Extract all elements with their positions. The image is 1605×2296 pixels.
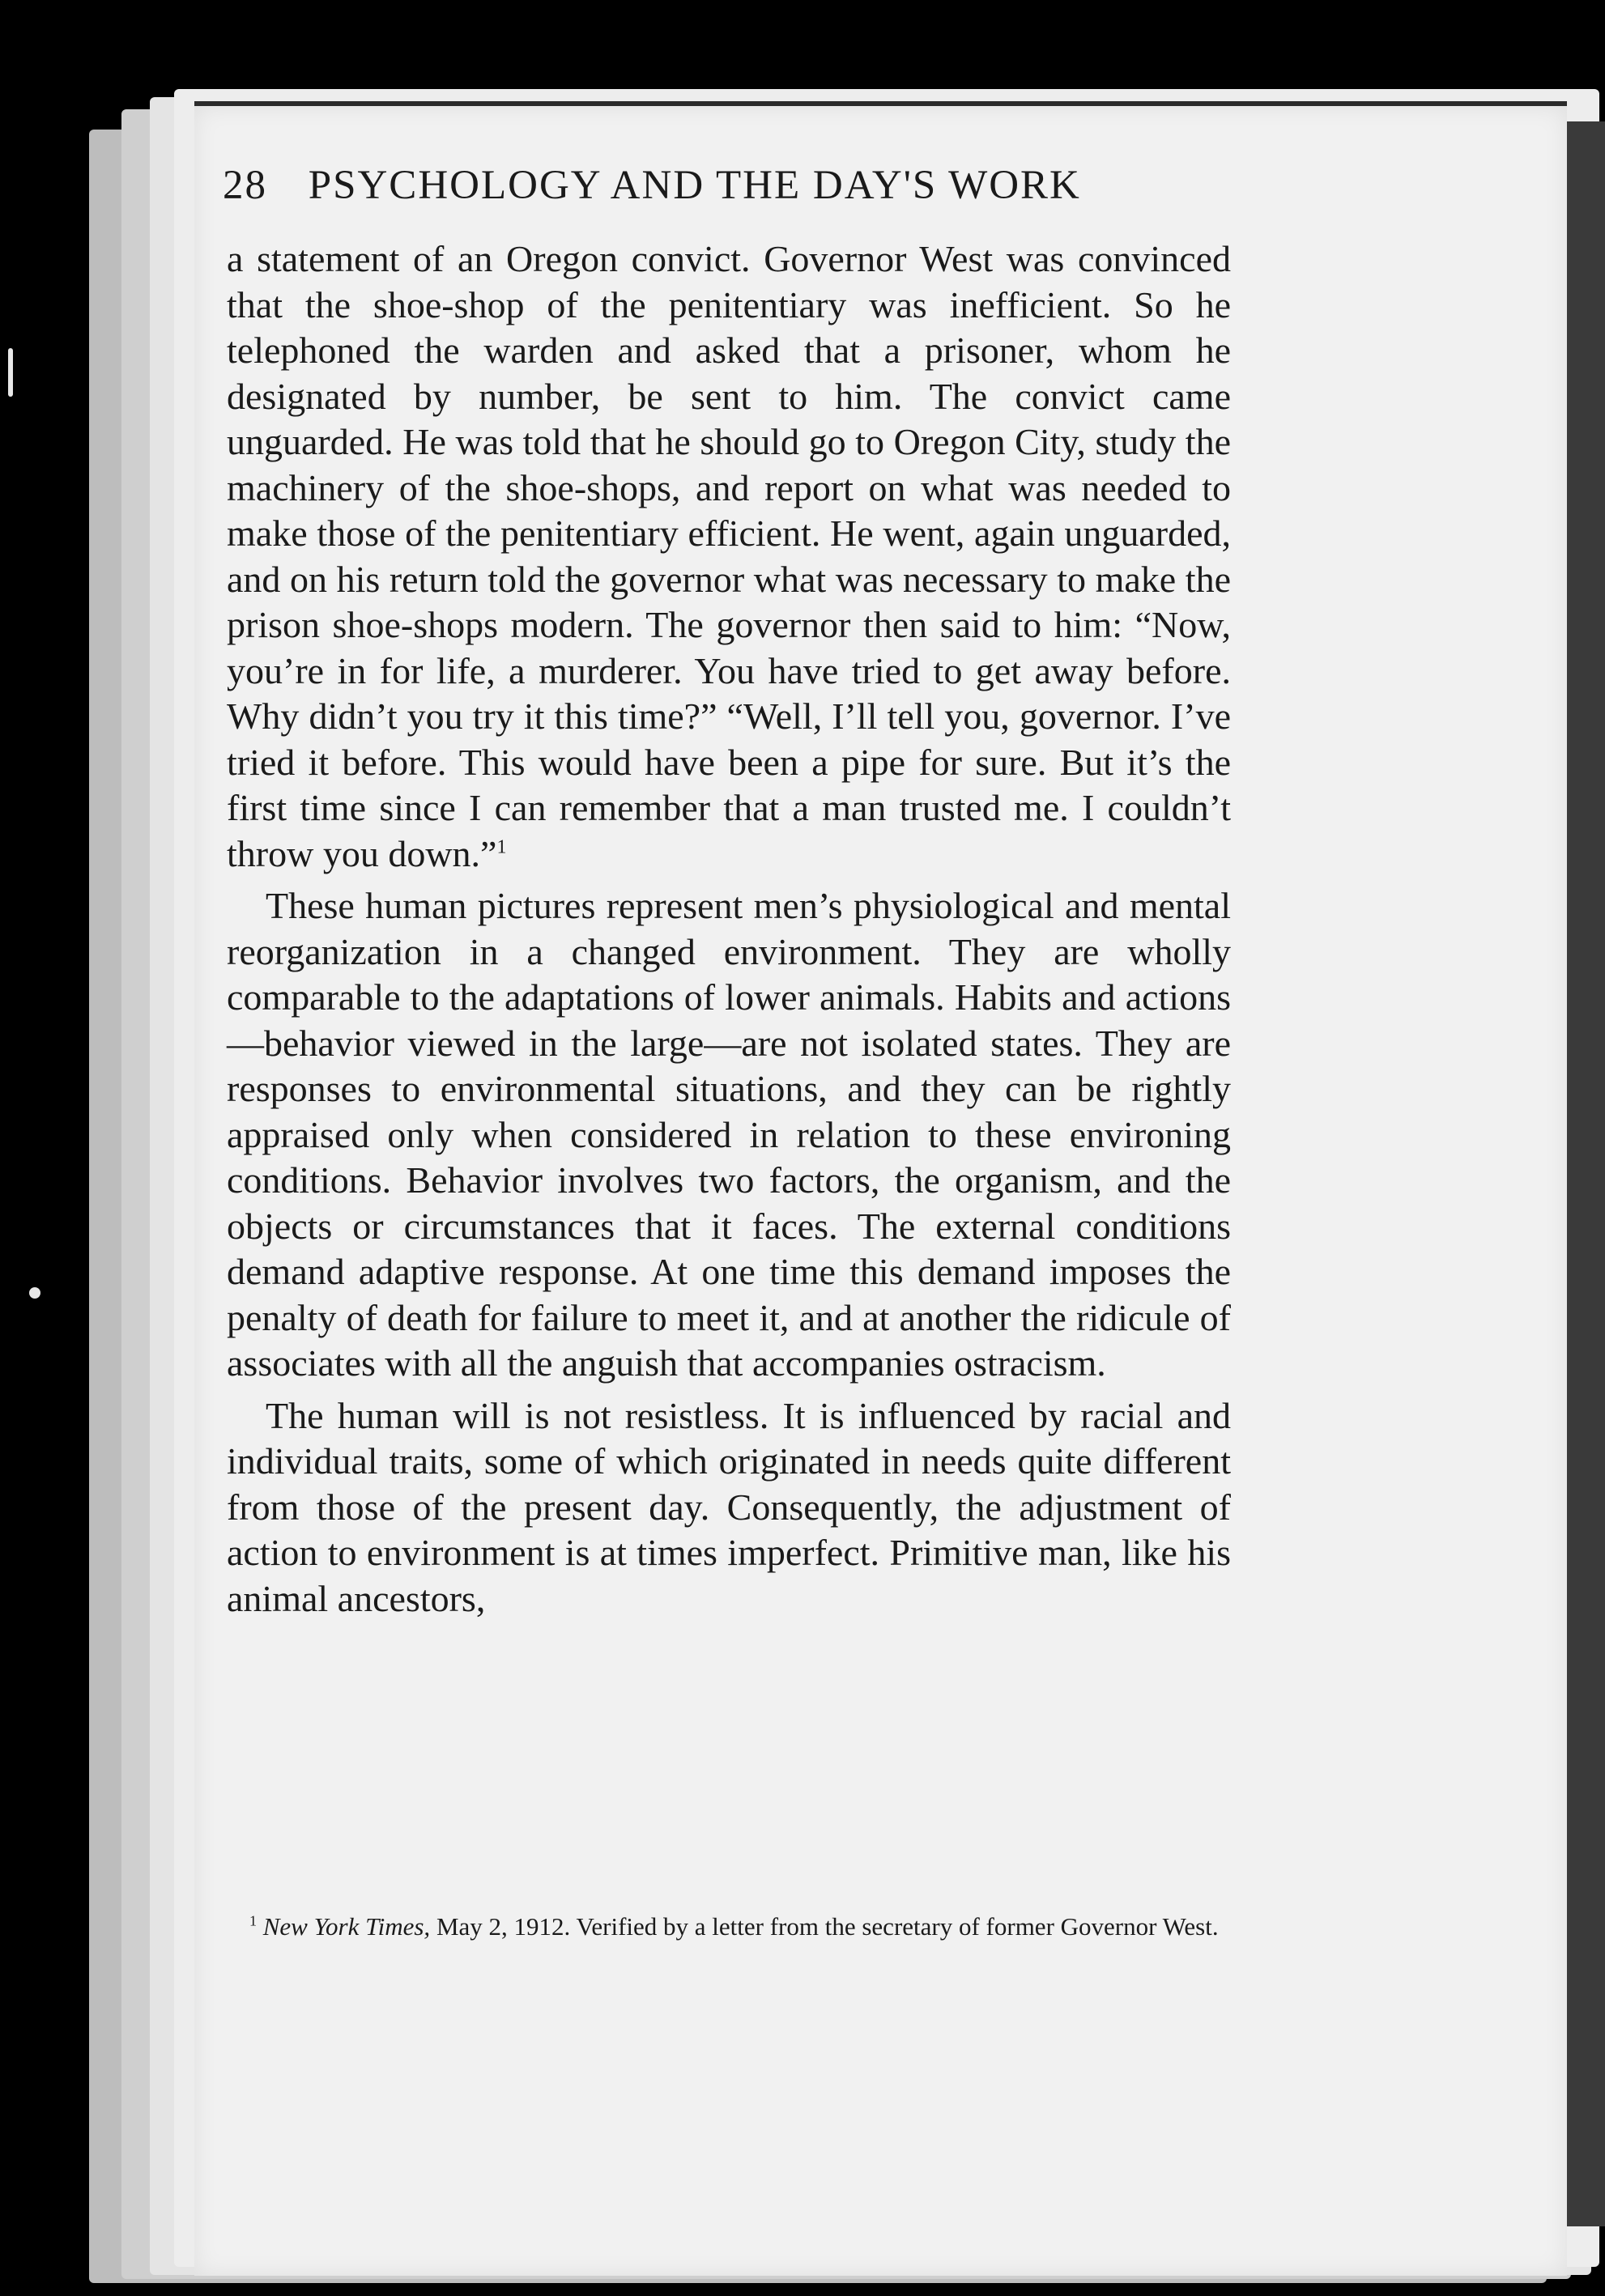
gutter-strip xyxy=(1563,121,1605,2226)
running-head: PSYCHOLOGY AND THE DAY'S WORK xyxy=(308,163,1081,208)
footnote-source: New York Times, xyxy=(262,1912,431,1941)
page-number: 28 xyxy=(223,163,267,208)
paragraph-text: a statement of an Oregon convict. Governor West was convinced that the shoe-shop of the penitentiary was inefficient. So he telephoned the warden and asked that a prisoner, whom he designated by number, be sent to him. The convict came unguarded. He was told that he should go to Oregon City, study the machinery of the shoe-shops, and report on what was needed to make those of the penitentiary efficient. He went, again unguarded, and on his return told the governor what was necessary to make the prison shoe-shops modern. The governor then said to him: “Now, you’re in for life, a murderer. You have tried to get away before. Why didn’t you try it this time?” “Well, I’ll tell you, governor. I’ve tried it before. This would have been a pipe for sure. But it’s the first time since I can remember that a man trusted me. I couldn’t throw you down.” xyxy=(227,238,1231,874)
scan-speck xyxy=(29,1287,40,1299)
footnote-reference: 1 xyxy=(496,836,507,858)
footnote-text: May 2, 1912. Verified by a letter from the secretary of former Governor West. xyxy=(430,1912,1219,1941)
page-header xyxy=(223,162,1356,227)
paragraph: These human pictures represent men’s physiological and mental reorganization in a changed environment. They are wholly comparable to the adaptations of lower animals. Habits and actions—behavior viewed in the large—are not isolated states. They are responses to environmental situations, and they can be rightly appraised only when considered in relation to these environing conditions. Behavior involves two factors, the organism, and the objects or circumstances that it faces. The external conditions demand adaptive response. At one time this demand imposes the penalty of death for failure to meet it, and at another the ridicule of associates with all the anguish that accompanies ostracism. xyxy=(227,885,1231,1384)
paragraph: The human will is not resistless. It is influenced by racial and individual traits, some of which originated in needs quite different from those of the present day. Consequently, the adjustment of action to environment is at times imperfect. Primitive man, like his animal ancestors, xyxy=(227,1394,1231,1619)
footnote xyxy=(227,1911,1231,1943)
footnote-mark: 1 xyxy=(249,1912,257,1929)
paragraph xyxy=(227,236,1231,877)
body-text xyxy=(227,236,1231,1622)
scan-speck xyxy=(8,348,13,397)
